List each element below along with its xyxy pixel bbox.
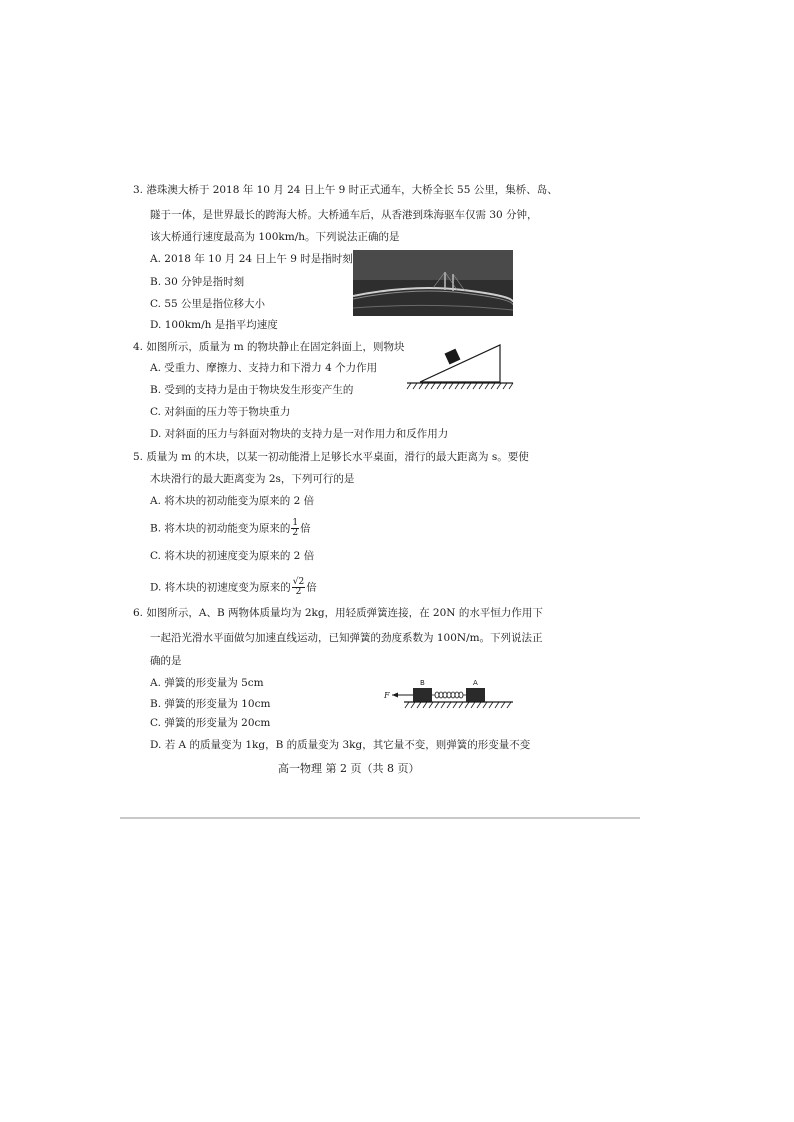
q6-option-b: B. 弹簧的形变量为 10cm xyxy=(150,698,271,710)
block-a-label: A xyxy=(473,679,478,687)
fraction-numerator: √2 xyxy=(292,577,305,587)
page-footer: 高一物理 第 2 页（共 8 页） xyxy=(278,762,420,775)
scan-edge-line xyxy=(120,817,640,819)
q5-option-d-suffix: 倍 xyxy=(306,581,317,594)
q6-stem-line-1: 6. 如图所示，A、B 两物体质量均为 2kg，用轻质弹簧连接，在 20N 的水平恒力作用下 xyxy=(133,607,543,619)
q5-option-d-text: D. 将木块的初速度变为原来的 xyxy=(150,581,291,594)
ground-hatching xyxy=(405,702,511,708)
q5-option-b-fraction xyxy=(291,519,299,538)
q6-option-a: A. 弹簧的形变量为 5cm xyxy=(150,677,264,689)
q3-option-c: C. 55 公里是指位移大小 xyxy=(150,298,266,310)
q5-option-d xyxy=(150,578,317,597)
q3-option-b: B. 30 分钟是指时刻 xyxy=(150,276,245,288)
fraction-numerator: 1 xyxy=(292,518,299,528)
spring xyxy=(432,692,466,698)
q5-option-d-fraction xyxy=(292,578,305,597)
block-b xyxy=(413,688,432,702)
q3-option-a: A. 2018 年 10 月 24 日上午 9 时是指时刻 xyxy=(150,253,353,265)
q4-option-a: A. 受重力、摩擦力、支持力和下滑力 4 个力作用 xyxy=(150,362,378,374)
q6-option-c: C. 弹簧的形变量为 20cm xyxy=(150,717,271,729)
q6-stem-line-2: 一起沿光滑水平面做匀加速直线运动，已知弹簧的劲度系数为 100N/m。下列说法正 xyxy=(150,632,543,644)
q5-option-b-text: B. 将木块的初动能变为原来的 xyxy=(150,522,291,535)
q5-option-c: C. 将木块的初速度变为原来的 2 倍 xyxy=(150,550,315,562)
q5-option-b-suffix: 倍 xyxy=(300,522,311,535)
bridge-photo xyxy=(353,250,513,316)
q3-stem-line-2: 隧于一体，是世界最长的跨海大桥。大桥通车后，从香港到珠海驱车仅需 30 分钟， xyxy=(150,209,538,221)
q3-stem-line-3: 该大桥通行速度最高为 100km/h。下列说法正确的是 xyxy=(150,231,400,243)
q3-stem-line-1: 3. 港珠澳大桥于 2018 年 10 月 24 日上午 9 时正式通车，大桥全长 55 公里，集桥、岛、 xyxy=(133,184,558,196)
block-a xyxy=(466,688,485,702)
q4-option-d: D. 对斜面的压力与斜面对物块的支持力是一对作用力和反作用力 xyxy=(150,428,449,440)
incline-figure xyxy=(405,340,515,396)
q5-stem-line-1: 5. 质量为 m 的木块，以某一初动能滑上足够长水平桌面，滑行的最大距离为 s。要使 xyxy=(133,451,529,463)
spring-blocks-figure xyxy=(380,676,515,712)
q4-option-b: B. 受到的支持力是由于物块发生形变产生的 xyxy=(150,384,354,396)
fraction-denominator: 2 xyxy=(292,528,299,538)
q6-option-d: D. 若 A 的质量变为 1kg，B 的质量变为 3kg，其它量不变，则弹簧的形变量不变 xyxy=(150,739,531,751)
bridge-photo-drawing xyxy=(353,250,513,316)
fraction-denominator: 2 xyxy=(295,587,302,597)
q4-stem: 4. 如图所示，质量为 m 的物块静止在固定斜面上，则物块 xyxy=(133,341,405,353)
q5-option-a: A. 将木块的初动能变为原来的 2 倍 xyxy=(150,495,315,507)
force-arrowhead xyxy=(392,693,398,698)
q5-option-b xyxy=(150,519,311,538)
q5-stem-line-2: 木块滑行的最大距离变为 2s，下列可行的是 xyxy=(150,473,355,485)
q4-option-c: C. 对斜面的压力等于物块重力 xyxy=(150,406,291,418)
q6-stem-line-3: 确的是 xyxy=(150,655,182,667)
block-b-label: B xyxy=(420,679,425,687)
force-label: F xyxy=(384,691,390,700)
q3-option-d: D. 100km/h 是指平均速度 xyxy=(150,319,278,331)
